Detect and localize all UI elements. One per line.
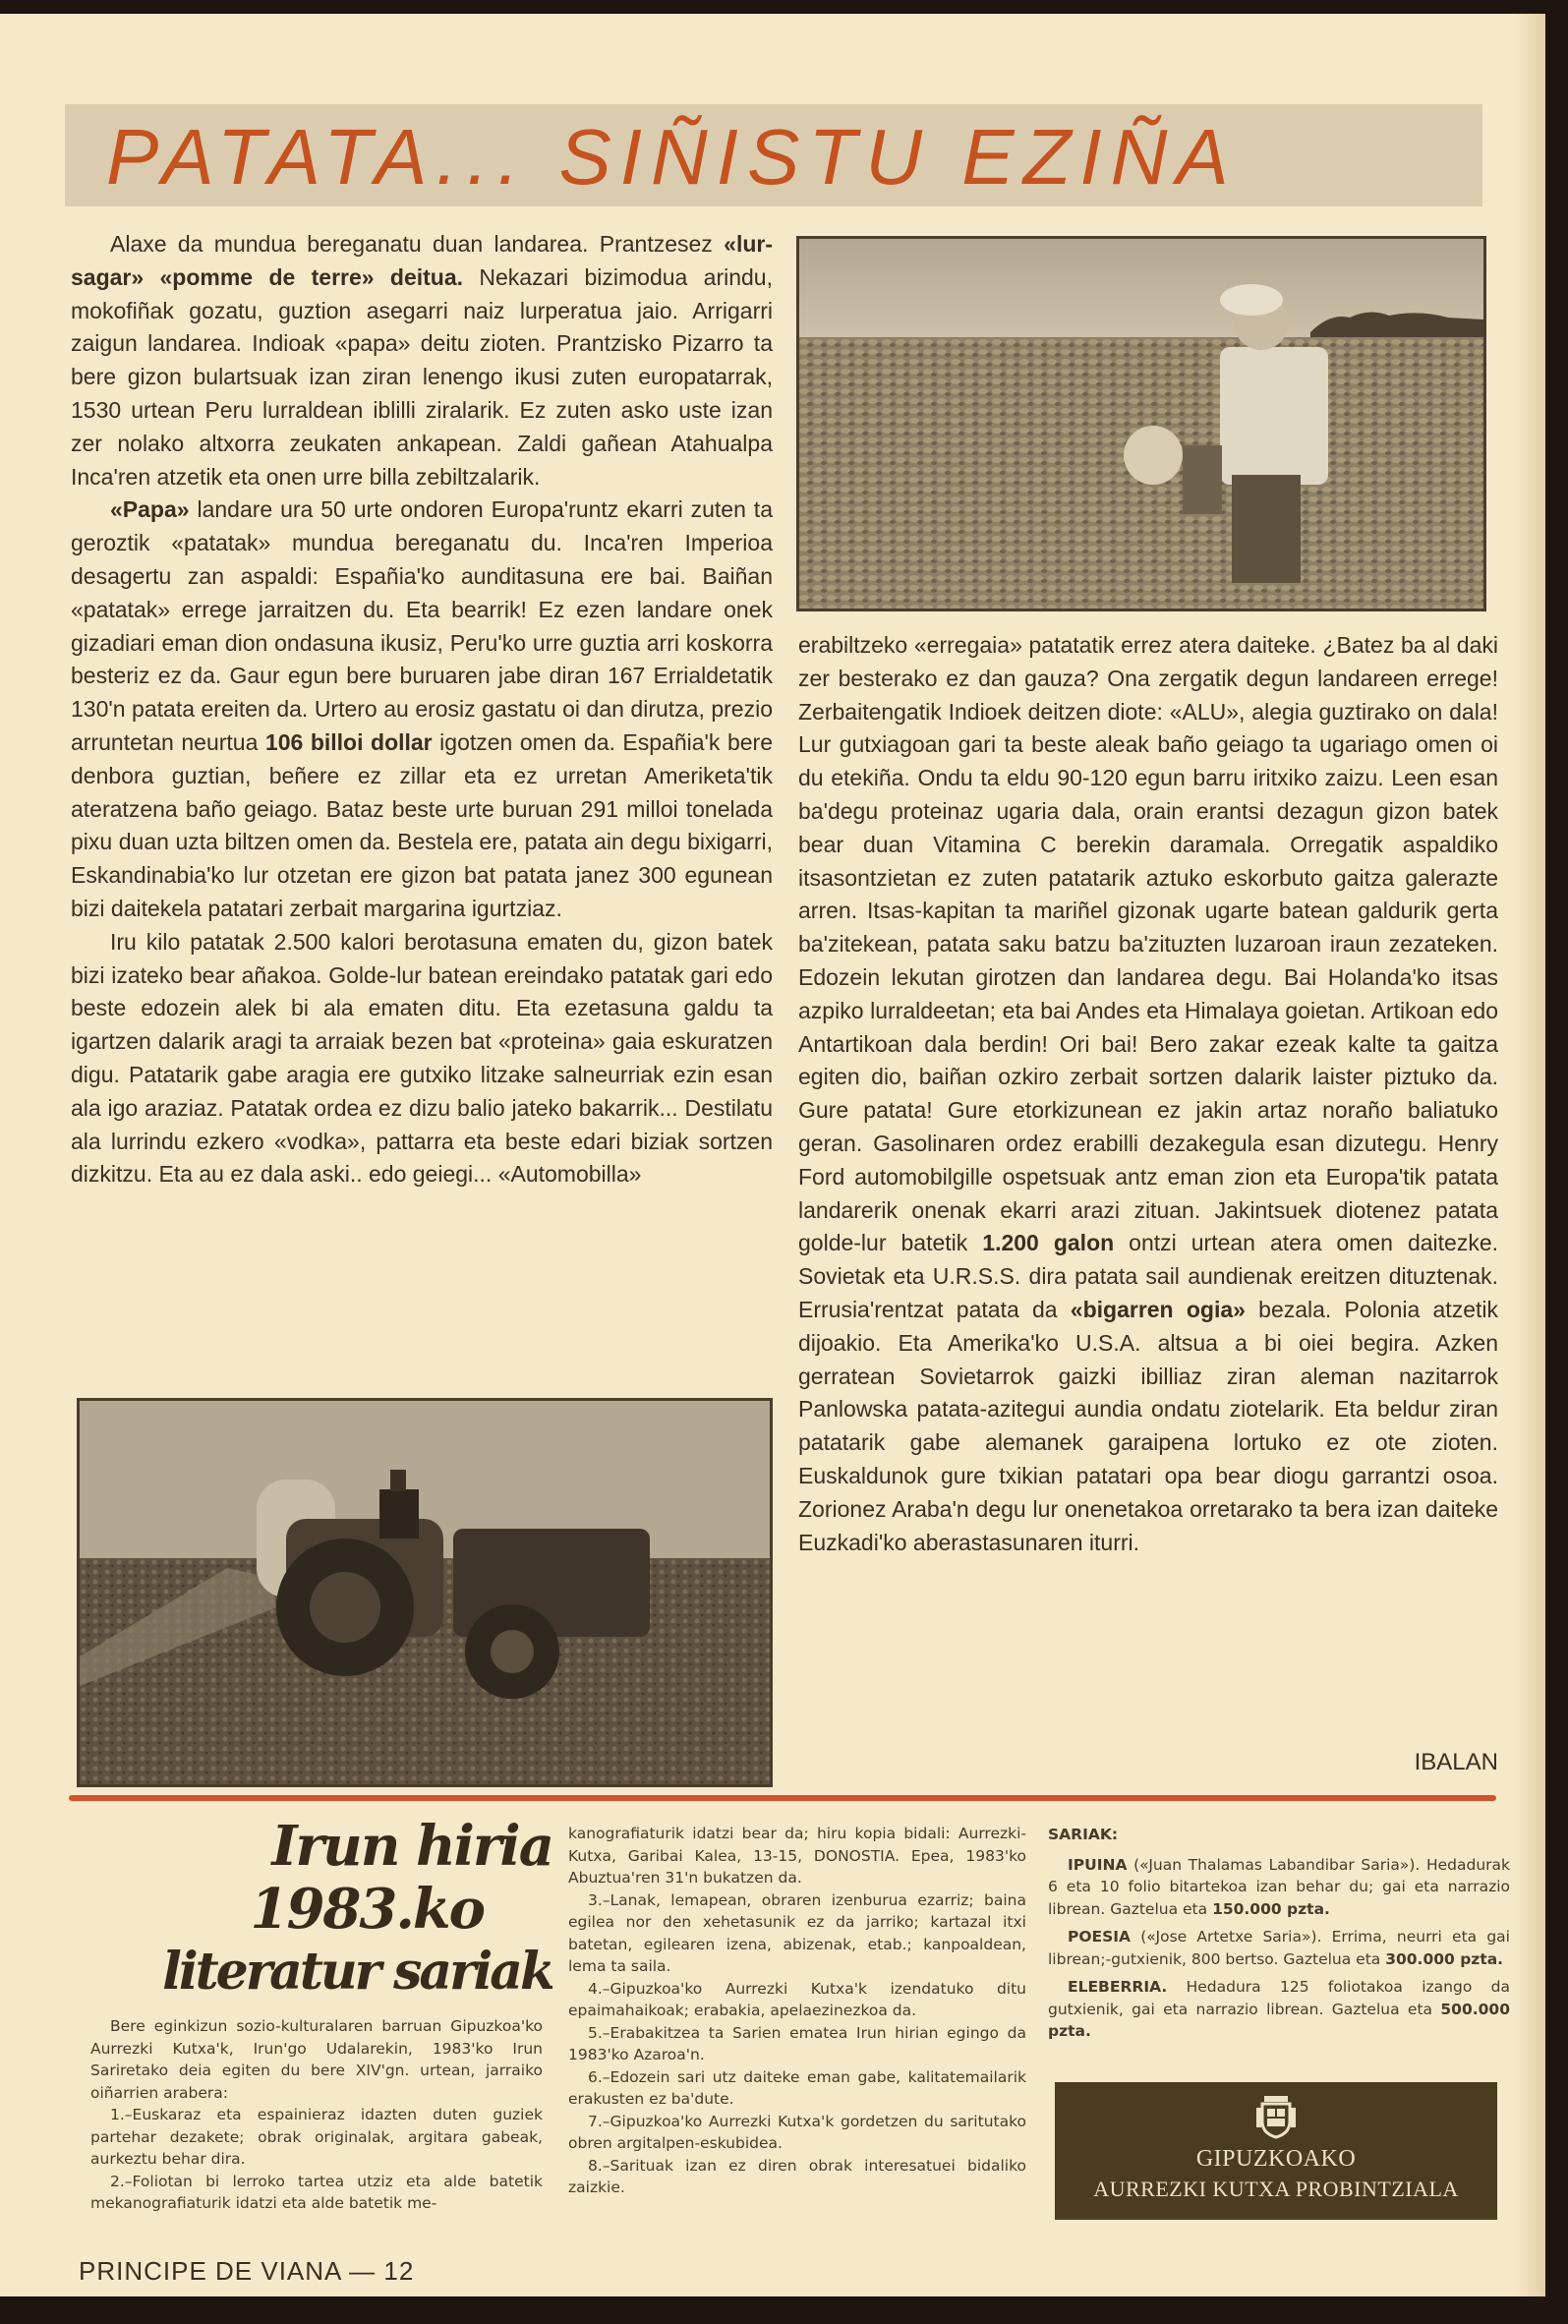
prizes-heading: SARIAK: [1048, 1826, 1119, 1843]
contest-title-line-1: Irun hiria [271, 1815, 552, 1879]
prize-amount: 150.000 pzta. [1212, 1899, 1330, 1918]
prize-name: POESIA [1068, 1928, 1132, 1946]
prize-description: Hedadura 125 foliotakoa izango da gutxienik, gai eta narrazio librean. Gaztelua eta [1048, 1978, 1510, 2018]
article-column-left [71, 228, 773, 1384]
article-paragraph [798, 629, 1498, 1559]
text-run: Nekazari bizimodua arindu, mokofiñak gozatu, guztion asegarri naiz lurperatua jaio. Arrigarri zaigun landarea. Indioak «papa» deitu zioten. Prantzisko Pizarro ta bere gizon bulartsuak izan ziran lenengo ikusi zuten europatarrak, 1530 urtean Peru lurraldean iblilli ziralarik. Ez zuten asko uste izan zer nolako altxorra zeukaten ankapean. Zaldi gañean Atahualpa Inca'ren atzetik eta onen urre billa zebiltzalarik. [71, 263, 773, 490]
emphasized-text: «lur-sagar» «pomme de terre» deitua. [71, 231, 773, 290]
contest-title [90, 1815, 552, 2007]
photo-tractor-spraying-field [77, 1398, 773, 1787]
contest-rule: 5.–Erabakitzea ta Sarien ematea Irun hirian egingo da 1983'ko Azaroa'n. [568, 2023, 1026, 2063]
emphasized-text: 1.200 galon [982, 1230, 1115, 1256]
contest-rule: 4.–Gipuzkoa'ko Aurrezki Kutxa'k izendatuko ditu epaimahaikoak; erabakia, apelaezinezkoa da. [568, 1979, 1026, 2019]
text-run: Alaxe da mundua bereganatu duan landarea. Prantzesez [110, 231, 725, 257]
contest-rules-column-2 [568, 1823, 1026, 2245]
prize-amount: 500.000 pzta. [1048, 2000, 1510, 2040]
tractor-photo-image [80, 1401, 770, 1784]
contest-rule-continued: kanografiaturik idatzi bear da; hiru kopia bidali: Aurrezki-Kutxa, Garibai Kalea, 13-15, DONOSTIA. Epea, 1983'ko Abuztua'ren 31'n bukatzen da. [568, 1825, 1026, 1887]
prize-ipuina [1048, 1854, 1510, 1921]
section-divider [69, 1795, 1496, 1801]
text-run: landare ura 50 urte ondoren Europa'runtz ekarri zuten ta geroztik «patatak» mundua bereganatu du. Inca'ren Imperioa desagertu zan aspaldi: Españia'ko aunditasuna ere bai. Baiñan «patatak» errege jarraitzen du. Eta bearrik! Ez ezen landare onek gizadiari eman dion ondasuna ikusiz, Peru'ko urre guztia arri koskorra besteriz ez da. Gaur egun bere buruaren jabe diran 167 Errialdetatik 130'n patata ereiten da. Urtero au erosiz gastatu oi dan dirutza, prezio arruntetan neurtua [71, 496, 773, 755]
sponsor-name-line-2: AURREZKI KUTXA PROBINTZIALA [1093, 2177, 1459, 2201]
prize-name: IPUINA [1068, 1855, 1128, 1874]
prize-description: («Juan Thalamas Labandibar Saria»). Hedadurak 6 eta 10 folio bitartekoa izan behar du; gai eta narrazio librean. Gaztelua eta [1048, 1855, 1510, 1918]
prize-poesia [1048, 1926, 1510, 1970]
contest-rule: 2.–Foliotan bi lerroko tartea utziz eta alde batetik mekanografiaturik idatzi eta alde batetik me- [90, 2172, 543, 2212]
text-run: Iru kilo patatak 2.500 kalori berotasuna ematen du, gizon batek bizi izateko bear añakoa. Golde-lur batean ereindako patatak gari edo beste edozein alek bi ala ematen ditu. Eta ezetasuna galdu ta igartzen dalarik aragi ta arraiak bezen bat «proteina» gaia eskuratzen digu. Patatarik gabe aragia ere gutxiko litzake salneurriak ezin esan ala igo araziaz. Patatak ordea ez dizu balio jateko bakarrik... Destilatu ala lurrindu ezkero «vodka», pattarra eta beste edari biziak sortzen dizkitzu. Eta au ez dala aski.. edo geiegi... «Automobilla» [71, 928, 773, 1188]
contest-rule: 8.–Sarituak izan ez diren obrak interesatuei bidaliko zaizkie. [568, 2156, 1026, 2196]
contest-rule: 1.–Euskaraz eta espainieraz idazten duten guziek partehar dezakete; obrak originalak, argitara gabeak, aurkeztu behar dira. [90, 2106, 543, 2168]
contest-intro: Bere eginkizun sozio-kulturalaren barruan Gipuzkoa'ko Aurrezki Kutxa'k, Irun'go Udalarekin, 1983'ko Irun Sariretako deia egiten du bere XIV'gn. urtean, jarraiko oiñarrien arabera: [90, 2017, 543, 2102]
sponsor-logo [1055, 2082, 1497, 2220]
article-paragraph [71, 926, 773, 1191]
photo-farmer-in-potato-field [796, 236, 1486, 611]
article-column-right [798, 629, 1498, 1740]
prizes-column [1048, 1824, 1510, 2069]
contest-rule: 6.–Edozein sari utz daiteke eman gabe, kalitatemailarik erakusten ez ba'dute. [568, 2067, 1026, 2108]
text-run: igotzen omen da. Españia'k bere denbora guztian, beñere ez zillar eta ez urretan Ameriketa'tik ateratzena baño geiago. Bataz beste urte buruan 291 milloi tonelada pixu duan uzta biltzen omen da. Bestela ere, patata ain degu bixigarri, Eskandinabia'ko lur otzetan ere gizon bat patata janez 300 egunean bizi daitekela patatari zerbait margarina igurtziaz. [71, 728, 773, 921]
prize-description: («Jose Artetxe Saria»). Errima, neurri eta gai librean;-gutxienik, 800 bertso. Gaztelua eta [1048, 1928, 1510, 1968]
article-title: PATATA... SIÑISTU EZIÑA [106, 113, 1238, 201]
text-run: ontzi urtean atera omen daitezke. Sovietak eta U.R.S.S. dira patata sail aundienak ereitzen dituztenak. Errusia'rentzat patata da [798, 1230, 1498, 1322]
author-signature: IBALAN [1414, 1749, 1498, 1775]
contest-title-line-2: 1983.ko [250, 1877, 484, 1942]
emphasized-text: 106 billoi dollar [264, 728, 433, 755]
text-run: bezala. Polonia atzetik dijoakio. Eta Amerika'ko U.S.A. altsua a bi oiei begira. Azken gerratean Sovietarrok gaizki ibilliaz ziran aleman nazitarrok Panlowska patata-azitegui aundia ondatu ziotelarik. Eta beldur ziran patatarik gabe alemanek garaipena lortuko ez ote zioten. Euskaldunok gure txikian patatari opa bear diogu garrantzi osoa. Zorionez Araba'n degu lur onenetakoa orretarako ta bera izan daiteke Euzkadi'ko aberastasunaren iturri. [798, 1296, 1498, 1555]
sponsor-name-line-1: GIPUZKOAKO [1195, 2146, 1357, 2172]
contest-rules-column-1 [90, 2015, 543, 2243]
emphasized-text: «bigarren ogia» [1070, 1296, 1246, 1322]
article-paragraph [71, 228, 773, 494]
contest-rule: 7.–Gipuzkoa'ko Aurrezki Kutxa'k gordetzen du saritutako obren argitalpen-eskubidea. [568, 2112, 1026, 2152]
prize-name: ELEBERRIA. [1068, 1978, 1168, 1996]
contest-rule: 3.–Lanak, lemapean, obraren izenburua ezarriz; baina egilea nor den xehetasunik ez da jarriko; kartazal itxi batetan, egilearen izena, abizenak, etab.; kanpoaldean, lema ta saila. [568, 1890, 1026, 1975]
contest-title-line-3: literatur sariak [162, 1942, 552, 2002]
page-curl-shadow [1514, 14, 1545, 2296]
page-footer: PRINCIPE DE VIANA — 12 [79, 2256, 415, 2286]
article-paragraph [71, 494, 773, 925]
coat-of-arms-icon [1256, 2094, 1296, 2139]
prize-amount: 300.000 pzta. [1385, 1949, 1504, 1968]
scan-background [0, 2296, 1568, 2324]
text-run: erabiltzeko «erregaia» patatatik errez atera daiteke. ¿Batez ba al daki zer besterako ez dan gauza? Ona zergatik degun landareen errege! Zerbaitengatik Indioek deitzen diote: «ALU», alegia guztirako on dala! Lur gutxiagoan gari ta beste aleak baño geiago ta ugariago omen oi du etekiña. Ondu ta eldu 90-120 egun barru iritxiko zaizu. Leen esan ba'degu proteinaz ugaria dala, orain erantsi dezagun gizon batek bear duan Vitamina C berekin daramala. Orregatik aspaldiko itsasontzietan ez zuten patatarik aztuko eskorbuto gaitza galerazte arren. Itsas-kapitan ta mariñel gizonak ugarte batean galdurik gerta ba'zitekean, patata saku batzu ba'zituzten luzaroan iraun zezateken. Edozein lekutan girotzen dan landarea degu. Bai Holanda'ko itsas azpiko lurraldeetan; eta bai Andes eta Himalaya goietan. Artikoan edo Antartikoan dala berdin! Ori bai! Bero zakar ezeak kalte ta gaitza egiten dio, baiñan ozkiro zerbait sortzen dalarik laister piztuko da. Gure patata! Gure etorkizunean ez jakin artaz noraño baliatuko geran. Gasolinaren ordez erabilli dezakegula esan dizutegu. Henry Ford automobilgille ospetsuak antz eman zion eta Europa'tik patata landarerik onenak ekarri arazi zituan. Jakintsuek diotenez patata golde-lur batetik [798, 632, 1498, 1256]
prize-eleberria [1048, 1976, 1510, 2043]
emphasized-text: «Papa» [110, 496, 190, 523]
farmer-photo-image [799, 239, 1483, 609]
